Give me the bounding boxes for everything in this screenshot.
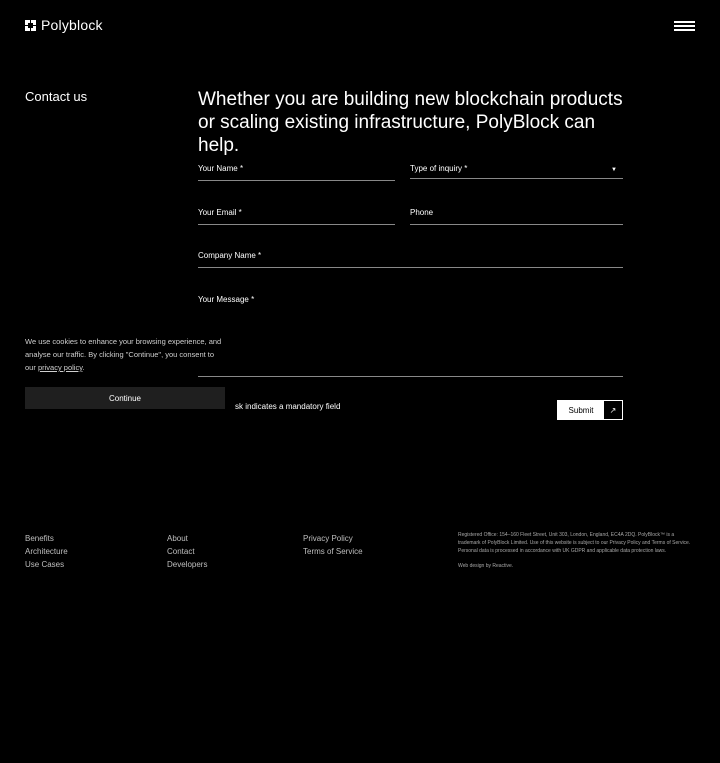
footer-nav-col-2 xyxy=(167,532,207,571)
continue-button[interactable]: Continue xyxy=(25,387,225,409)
footer-link-use-cases[interactable]: Use Cases xyxy=(25,560,65,569)
logo-text: Polyblock xyxy=(41,17,103,33)
footer-legal xyxy=(458,531,698,570)
inquiry-type-select[interactable] xyxy=(410,160,623,179)
submit-button[interactable] xyxy=(557,400,623,420)
footer-link-benefits[interactable]: Benefits xyxy=(25,534,54,543)
footer-link-about[interactable]: About xyxy=(167,534,188,543)
cookie-text: We use cookies to enhance your browsing experience, and analyse our traffic. By clicking "Continue", you consent to our privacy policy. xyxy=(25,337,222,372)
logo[interactable] xyxy=(25,17,103,33)
footer-link-privacy-policy[interactable]: Privacy Policy xyxy=(303,534,353,543)
footer-link-contact[interactable]: Contact xyxy=(167,547,195,556)
polyblock-logo-icon xyxy=(25,20,36,31)
privacy-policy-link[interactable]: privacy policy xyxy=(37,363,83,372)
message-field[interactable] xyxy=(198,290,623,377)
footer-nav-col-1 xyxy=(25,532,68,571)
company-field[interactable] xyxy=(198,247,623,268)
phone-field-label: Phone xyxy=(410,208,434,217)
footer-link-developers[interactable]: Developers xyxy=(167,560,208,569)
submit-button-label: Submit xyxy=(558,401,604,419)
arrow-up-right-icon: ↗ xyxy=(609,405,617,415)
cookie-banner xyxy=(25,335,225,409)
chevron-down-icon: ▼ xyxy=(611,167,617,173)
site-header xyxy=(25,17,695,37)
email-field-label: Your Email * xyxy=(198,208,242,217)
email-field[interactable] xyxy=(198,204,395,225)
name-field[interactable] xyxy=(198,160,395,181)
phone-field[interactable] xyxy=(410,204,623,225)
page-headline: Whether you are building new blockchain products or scaling existing infrastructure, PolyBlock can help. xyxy=(198,89,623,156)
message-field-label: Your Message * xyxy=(198,295,255,304)
inquiry-type-label: Type of inquiry * xyxy=(410,164,468,173)
page-label: Contact us xyxy=(25,89,88,104)
footer-link-terms[interactable]: Terms of Service xyxy=(303,547,363,556)
footer-nav-col-3 xyxy=(303,532,363,558)
mandatory-hint: sk indicates a mandatory field xyxy=(235,402,341,411)
legal-text: Registered Office: 154–160 Fleet Street, Unit 303, London, England, EC4A 2DQ. PolyBlock™ is a trademark of PolyBlock Limited. Use of this website is subject to our Privacy Policy and Terms of Service. Personal data is processed in accordance with UK GDPR and applicable data protection laws. xyxy=(458,532,691,554)
design-credit[interactable]: Web design by Reactive. xyxy=(458,563,514,569)
name-field-label: Your Name * xyxy=(198,164,244,173)
footer-link-architecture[interactable]: Architecture xyxy=(25,547,68,556)
hamburger-menu-icon[interactable] xyxy=(674,21,695,31)
company-field-label: Company Name * xyxy=(198,251,262,260)
